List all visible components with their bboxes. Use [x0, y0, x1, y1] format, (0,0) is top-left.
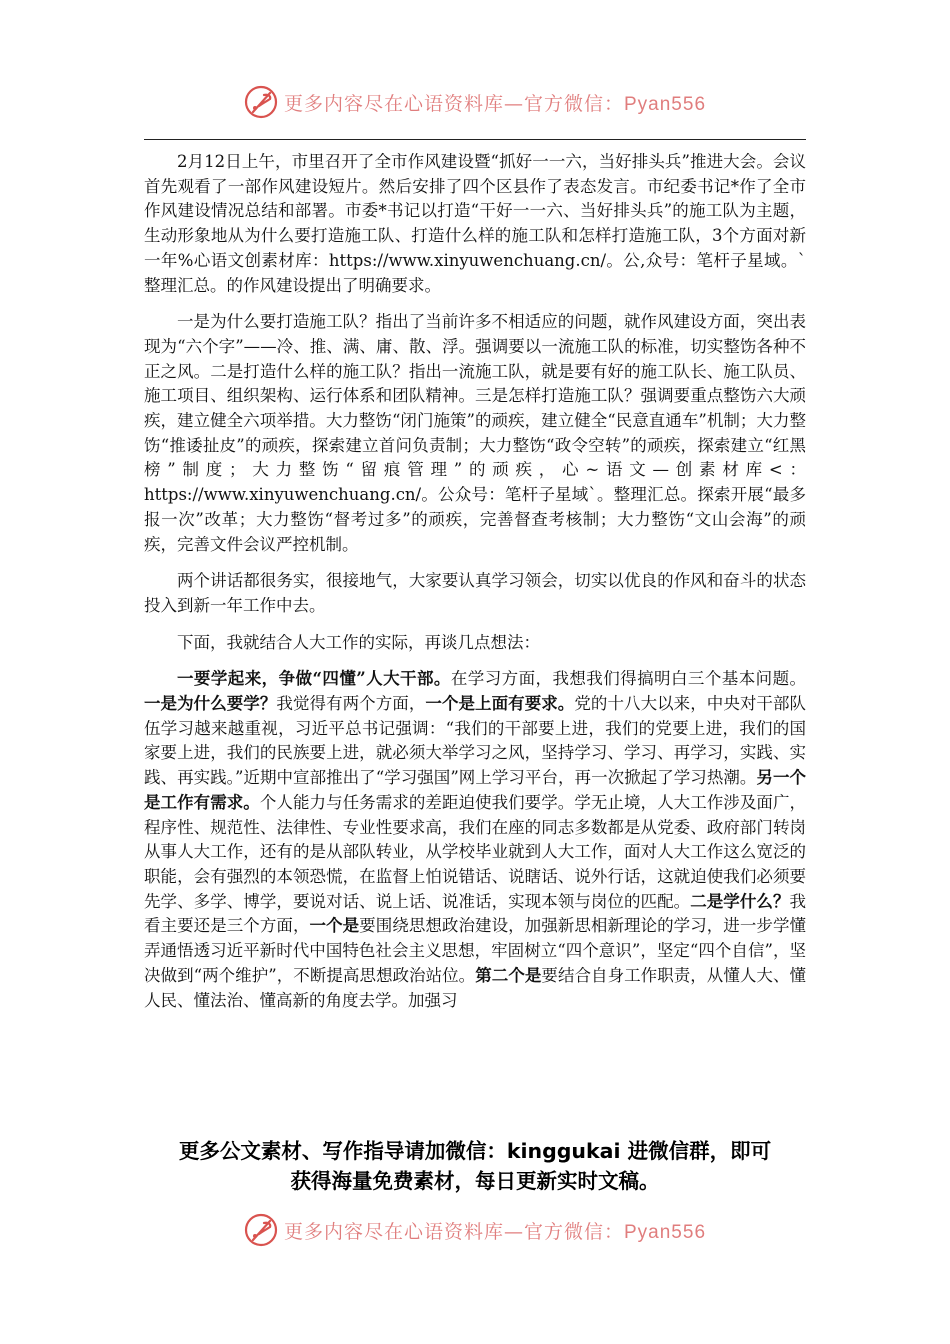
quill-logo-icon	[244, 85, 278, 119]
document-body	[144, 150, 806, 1025]
bold-why-learn: 一是为什么要学？	[144, 694, 277, 714]
promo-line-1: 更多公文素材、写作指导请加微信：kinggukai 进微信群，即可	[178, 1139, 772, 1163]
paragraph-3: 两个讲话都很务实，很接地气，大家要认真学习领会，切实以优良的作风和奋斗的状态投入到新一年工作中去。	[144, 571, 806, 615]
bold-requirement-above: 一个是上面有要求。	[425, 694, 575, 714]
bold-second-aspect: 第二个是	[475, 965, 542, 985]
header-banner-text: 更多内容尽在心语资料库—官方微信：Pyan556	[283, 92, 707, 115]
bold-what-to-learn: 二是学什么？	[690, 891, 790, 911]
bold-work-demand: 另一个是工作有需求。	[144, 768, 807, 812]
promo-notice	[144, 1136, 806, 1196]
footer-watermark-banner	[0, 1208, 950, 1252]
quill-logo-icon	[244, 1213, 278, 1247]
footer-banner-wechat-id: Pyan556	[624, 1221, 707, 1243]
paragraph-5: 一要学起来，争做“四懂”人大干部。在学习方面，我想我们得搞明白三个基本问题。一是为什么要学？我觉得有两个方面，一个是上面有要求。党的十八大以来，中央对干部队伍学习越来越重视，习近平总书记强调：“我们的干部要上进，我们的党要上进，我们的国家要上进，我们的民族要上进，就必须大举学习之风，坚持学习、学习、再学习，实践、实践、再实践。”近期中宣部推出了“学习强国”网上学习平台，再一次掀起了学习热潮。另一个是工作有需求。个人能力与任务需求的差距迫使我们要学。学无止境，人大工作涉及面广，程序性、规范性、法律性、专业性要求高，我们在座的同志多数都是从党委、政府部门转岗从事人大工作，还有的是从部队转业，从学校毕业就到人大工作，面对人大工作这么宽泛的职能，会有强烈的本领恐慌，在监督上怕说错话、说瞎话、说外行话，这就迫使我们必须要先学、多学、博学，要说对话、说上话、说准话，实现本领与岗位的匹配。二是学什么？我看主要还是三个方面，一个是要围绕思想政治建设，加强新思相新理论的学习，进一步学懂弄通悟透习近平新时代中国特色社会主义思想，牢固树立“四个意识”，坚定“四个自信”，坚决做到“两个维护”，不断提高思想政治站位。第二个是要结合自身工作职责，从懂人大、懂人民、懂法治、懂高新的角度去学。加强习	[144, 669, 807, 1010]
paragraph-2: 一是为什么要打造施工队？指出了当前许多不相适应的问题，就作风建设方面，突出表现为“六个字”——冷、推、满、庸、散、浮。强调要以一流施工队的标准，切实整饬各种不正之风。二是打造什么样的施工队？指出一流施工队，就是要有好的施工队长、施工队员、施工项目、组织架构、运行体系和团队精神。三是怎样打造施工队？强调要重点整饬六大顽疾，建立健全六项举措。大力整饬“闭门施策”的顽疾，建立健全“民意直通车”机制；大力整饬“推诿扯皮”的顽疾，探索建立首问负责制；大力整饬“政令空转”的顽疾，探索建立“红黑榜”制度；大力整饬“留痕管理”的顽疾，心~语文—创素材库<：https://www.xinyuwenchuang.cn/。公众号：笔杆子星域`。整理汇总。探索开展“最多报一次”改革；大力整饬“督考过多”的顽疾，完善督查考核制；大力整饬“文山会海”的顽疾，完善文件会议严控机制。	[144, 312, 806, 554]
promo-line-2: 获得海量免费素材，每日更新实时文稿。	[290, 1169, 660, 1193]
paragraph-1: 2月12日上午，市里召开了全市作风建设暨“抓好一一六，当好排头兵”推进大会。会议首先观看了一部作风建设短片。然后安排了四个区县作了表态发言。市纪委书记*作了全市作风建设情况总结和部署。市委*书记以打造“干好一一六、当好排头兵”的施工队为主题，生动形象地从为什么要打造施工队、打造什么样的施工队和怎样打造施工队，3个方面对新一年%心语文创素材库：https://www.xinyuwenchuang.cn/。公,众号：笔杆子星域。`整理汇总。的作风建设提出了明确要求。	[144, 152, 806, 295]
bold-first-aspect: 一个是	[309, 916, 360, 936]
footer-banner-text: 更多内容尽在心语资料库—官方微信：Pyan556	[283, 1220, 707, 1243]
paragraph-4: 下面，我就结合人大工作的实际，再谈几点想法：	[177, 632, 540, 652]
header-watermark-banner	[0, 80, 950, 124]
header-divider	[144, 139, 806, 140]
bold-heading-learn: 一要学起来，争做“四懂”人大干部。	[177, 669, 451, 689]
header-banner-wechat-id: Pyan556	[624, 93, 707, 115]
